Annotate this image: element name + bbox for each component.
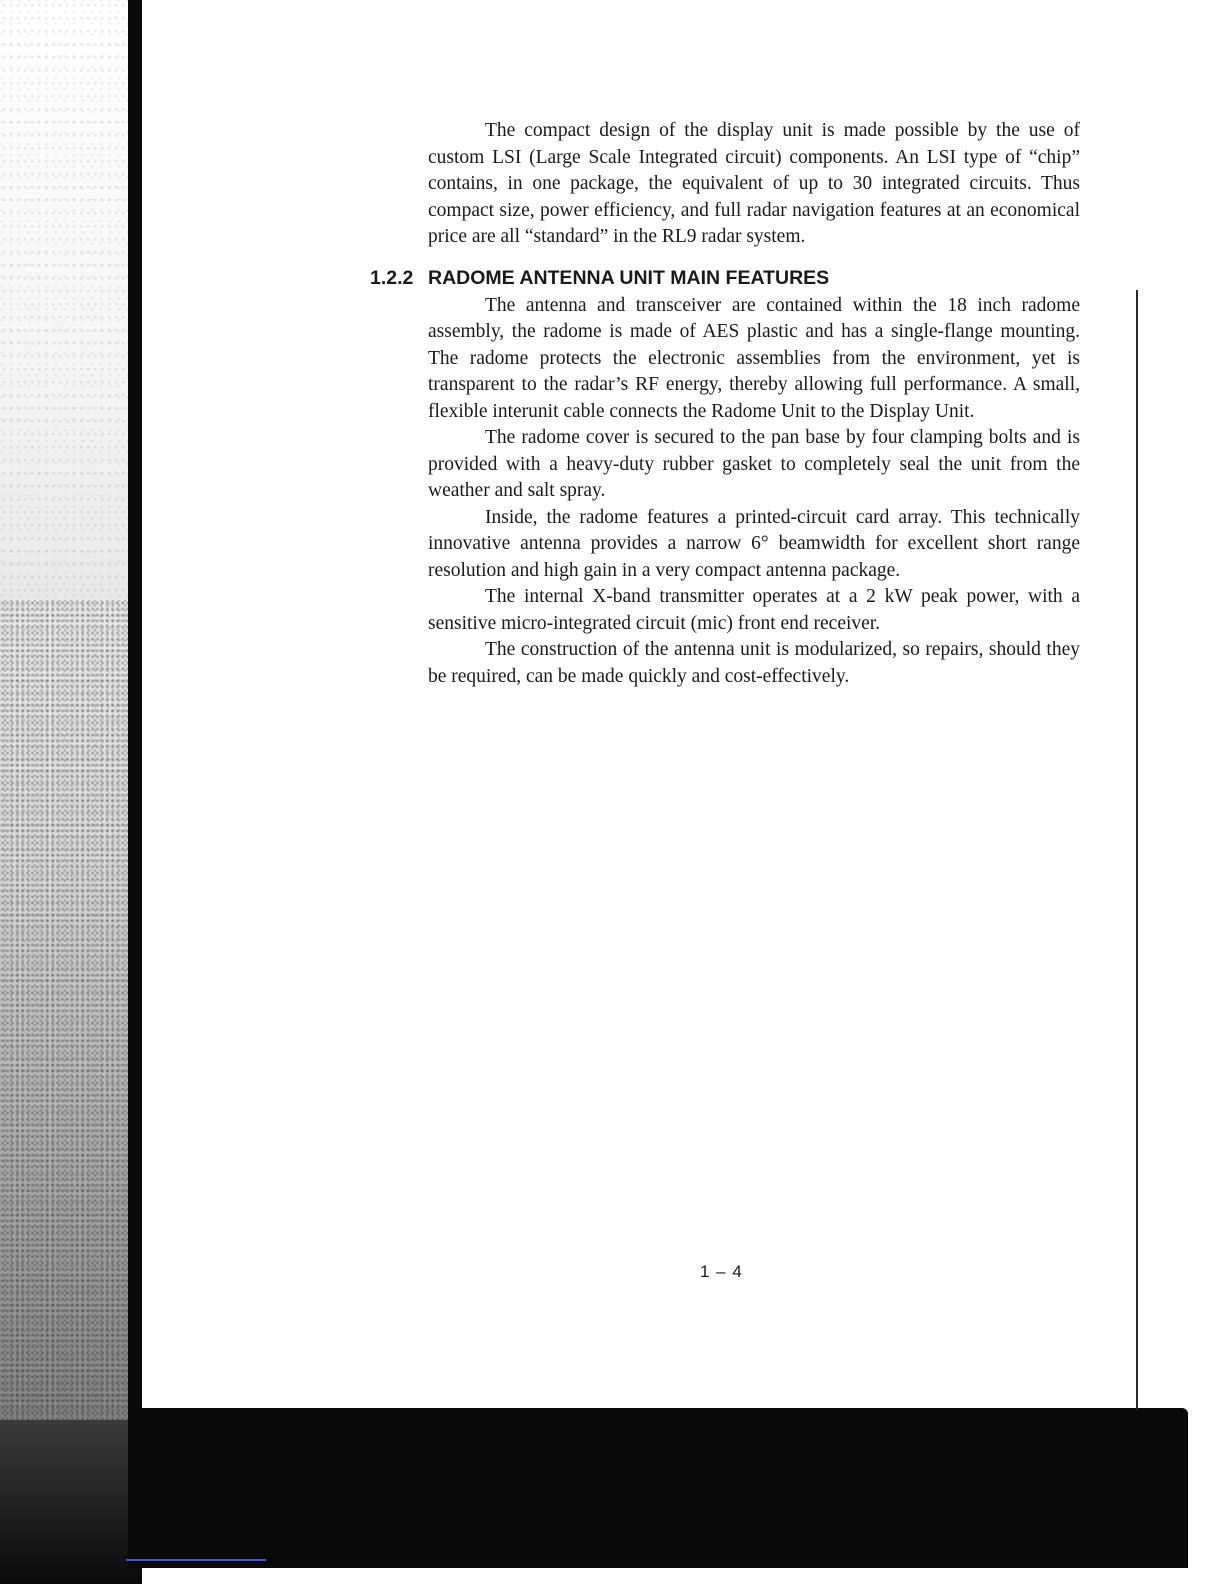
section-paragraph: The internal X-band transmitter operates at a 2 kW peak power, with a sensitive micro-integrated circuit (mic) front end receiver. xyxy=(428,586,1080,634)
scan-shadow-bottom xyxy=(128,1408,1188,1568)
section-paragraph: The construction of the antenna unit is modularized, so repairs, should they be required, can be made quickly and cost-effectively. xyxy=(428,639,1080,687)
section-paragraph: The radome cover is secured to the pan base by four clamping bolts and is provided with a heavy-duty rubber gasket to completely seal the unit from the weather and salt spray. xyxy=(428,427,1080,501)
section-title: RADOME ANTENNA UNIT MAIN FEATURES xyxy=(428,266,830,289)
page-body xyxy=(370,118,1080,690)
scan-mark xyxy=(126,1559,266,1561)
intro-paragraph: The compact design of the display unit is made possible by the use of custom LSI (Large Scale Integrated circuit) components. An LSI type of “chip” contains, in one package, the equivalent of up to 30 integrated circuits. Thus compact size, power efficiency, and full radar navigation features at an economical price are all “standard” in the RL9 radar system. xyxy=(428,120,1080,247)
book-spine-shadow xyxy=(128,0,142,1420)
page-number: 1 – 4 xyxy=(700,1262,743,1281)
scan-shadow-corner xyxy=(0,1420,142,1584)
section-paragraph: The antenna and transceiver are contained within the 18 inch radome assembly, the radome is made of AES plastic and has a single-flange mounting. The radome protects the electronic assemblies from the environment, yet is transparent to the radar’s RF energy, thereby allowing full performance. A small, flexible interunit cable connects the Radome Unit to the Display Unit. xyxy=(428,294,1080,422)
page-right-edge xyxy=(1136,290,1138,1410)
section-paragraph: Inside, the radome features a printed-circuit card array. This technically innovative antenna provides a narrow 6° beamwidth for excellent short range resolution and high gain in a very compact antenna package. xyxy=(428,506,1080,581)
section-number: 1.2.2 xyxy=(370,266,414,289)
section-heading xyxy=(370,265,1080,291)
